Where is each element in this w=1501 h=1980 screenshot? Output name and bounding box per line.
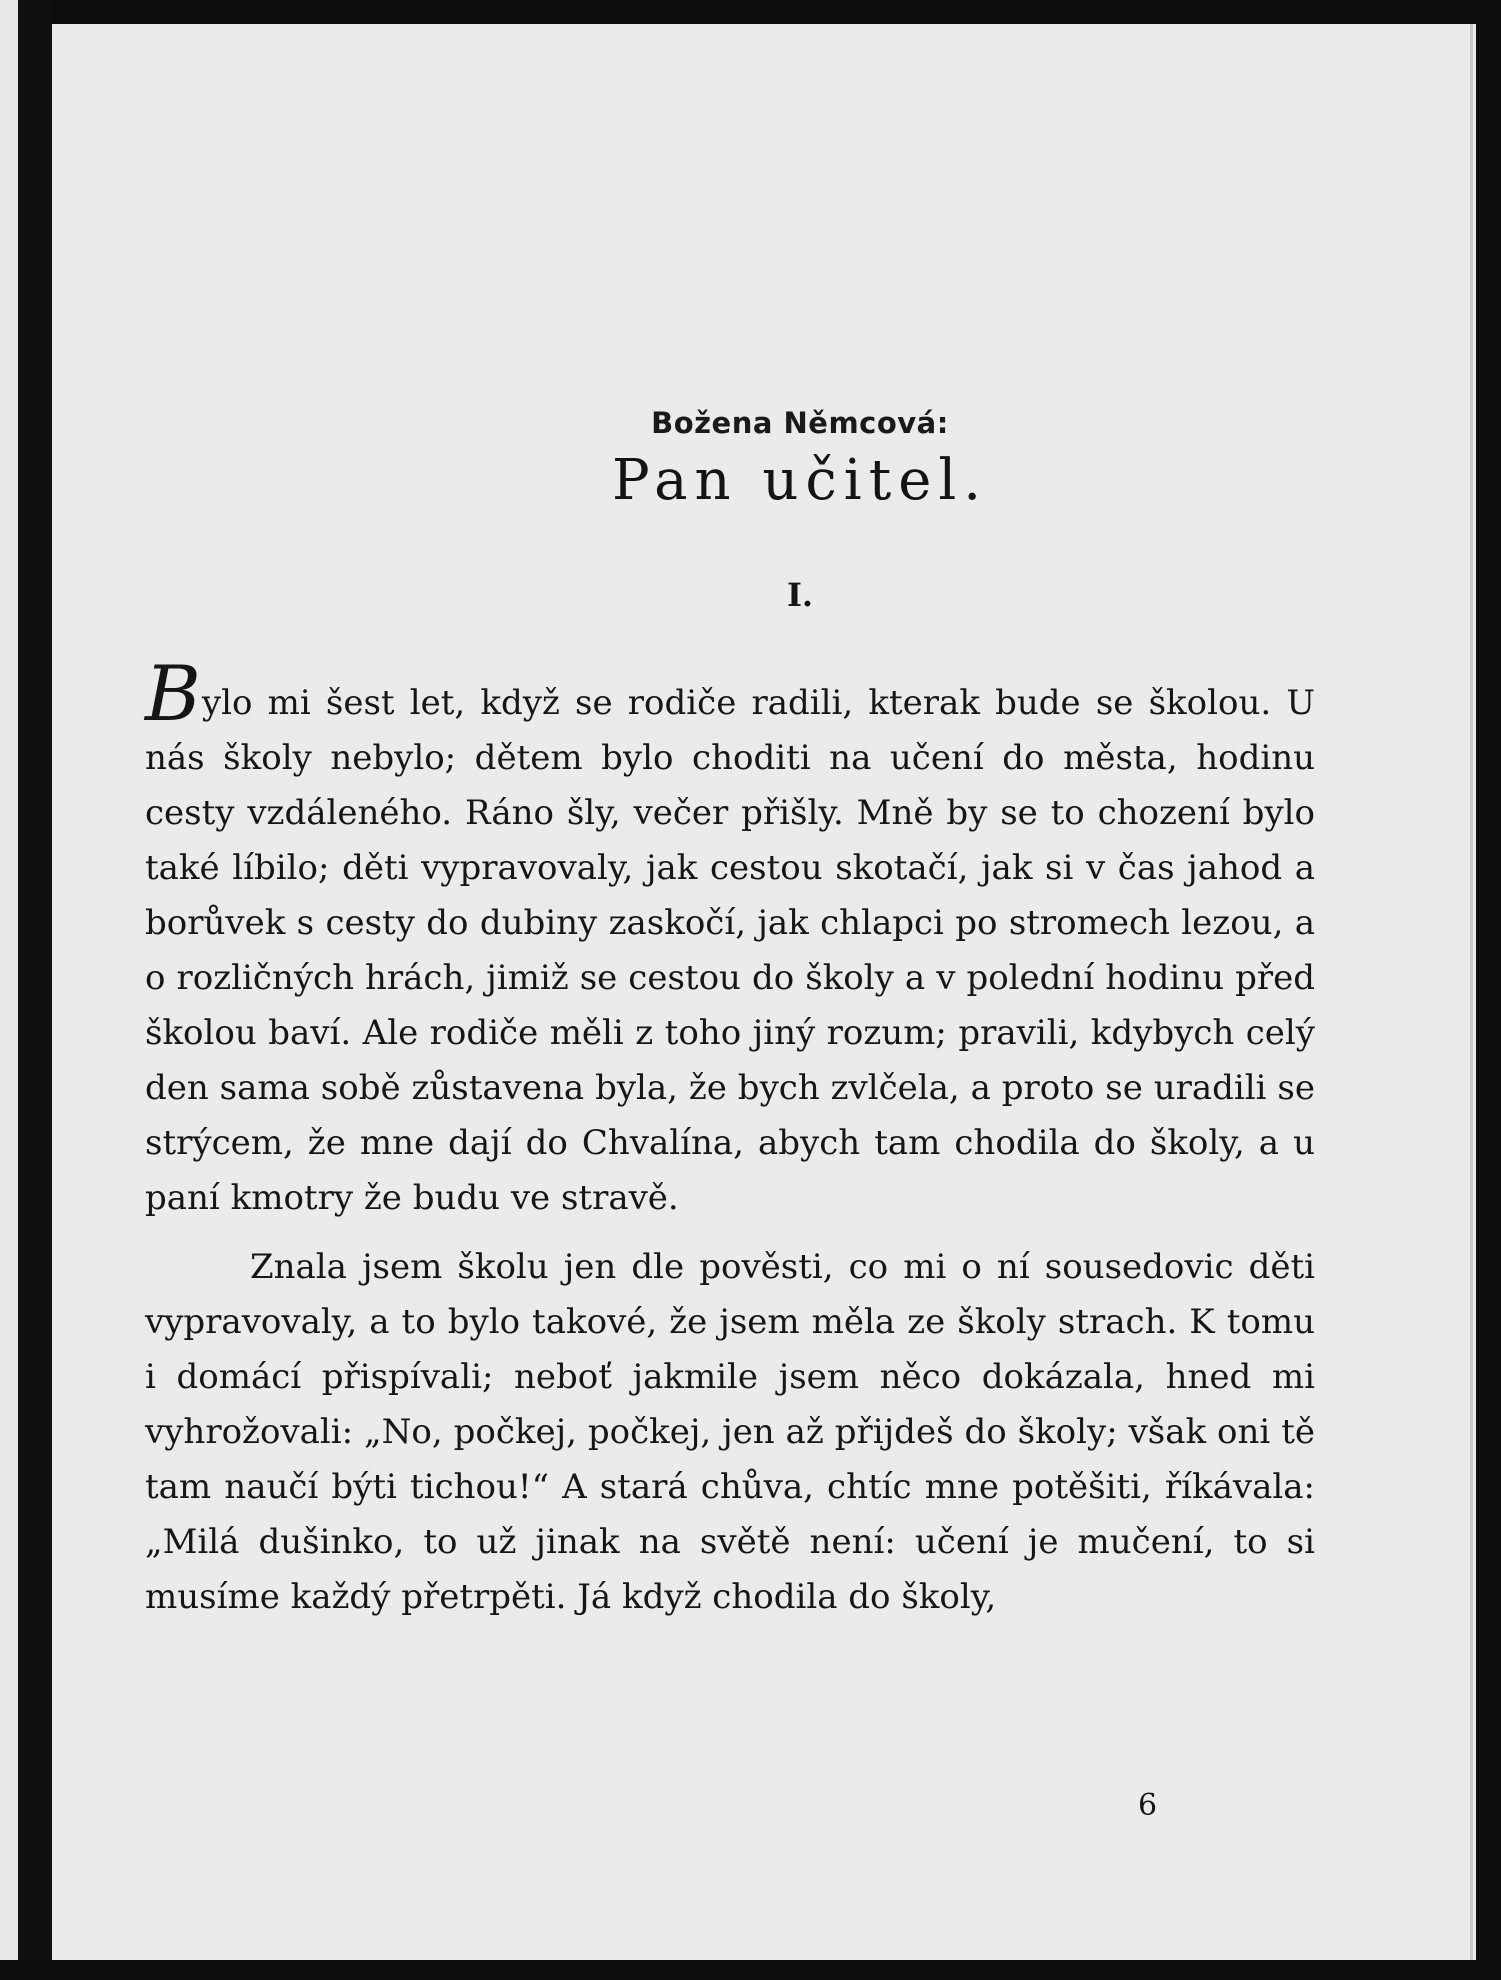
scan-border-right bbox=[1476, 0, 1501, 1980]
book-gutter bbox=[18, 0, 52, 1980]
page-number: 6 bbox=[1138, 1788, 1158, 1823]
scan-border-bottom bbox=[0, 1960, 1501, 1980]
chapter-number: I. bbox=[786, 576, 814, 614]
author-name: Božena Němcová: bbox=[651, 406, 949, 440]
paragraph-2: Znala jsem školu jen dle pověsti, co mi o ní sousedovic děti vypravovaly, a to bylo takové, že jsem měla ze školy strach. K tomu i domácí přispívali; neboť jakmile jsem něco dokázala, hned mi vyhrožovali: „No, počkej, počkej, jen až přijdeš do školy; však oni tě tam naučí býti tichou!“ A stará chůva, chtíc mne potěšiti, říkávala: „Milá dušinko, to už jinak na světě není: učení je mučení, to si musíme každý přetrpěti. Já když chodila do školy, bbox=[145, 1247, 1315, 1617]
paragraph-1-text: ylo mi šest let, když se rodiče radili, kterak bude se školou. U nás školy nebylo; dětem bylo choditi na učení do města, hodinu cesty vzdáleného. Ráno šly, večer přišly. Mně by se to chození bylo také líbilo; děti vypravovaly, jak cestou skotačí, jak si v čas jahod a borůvek s cesty do dubiny zaskočí, jak chlapci po stromech lezou, a o rozličných hrách, jimiž se cestou do školy a v polední hodinu před školou baví. Ale rodiče měli z toho jiný rozum; pravili, kdybych celý den sama sobě zůstavena byla, že bych zvlčela, a proto se uradili se strýcem, že mne dají do Chvalína, abych tam chodila do školy, a u paní kmotry že budu ve stravě. bbox=[145, 683, 1315, 1218]
drop-cap: B bbox=[145, 649, 201, 738]
page-edge-rule bbox=[1470, 24, 1473, 1960]
book-page bbox=[52, 24, 1476, 1960]
paragraph-1 bbox=[145, 649, 1315, 1226]
story-title: Pan učitel. bbox=[611, 448, 989, 513]
facing-page-edge bbox=[0, 0, 18, 1980]
body-text bbox=[145, 649, 1315, 1625]
